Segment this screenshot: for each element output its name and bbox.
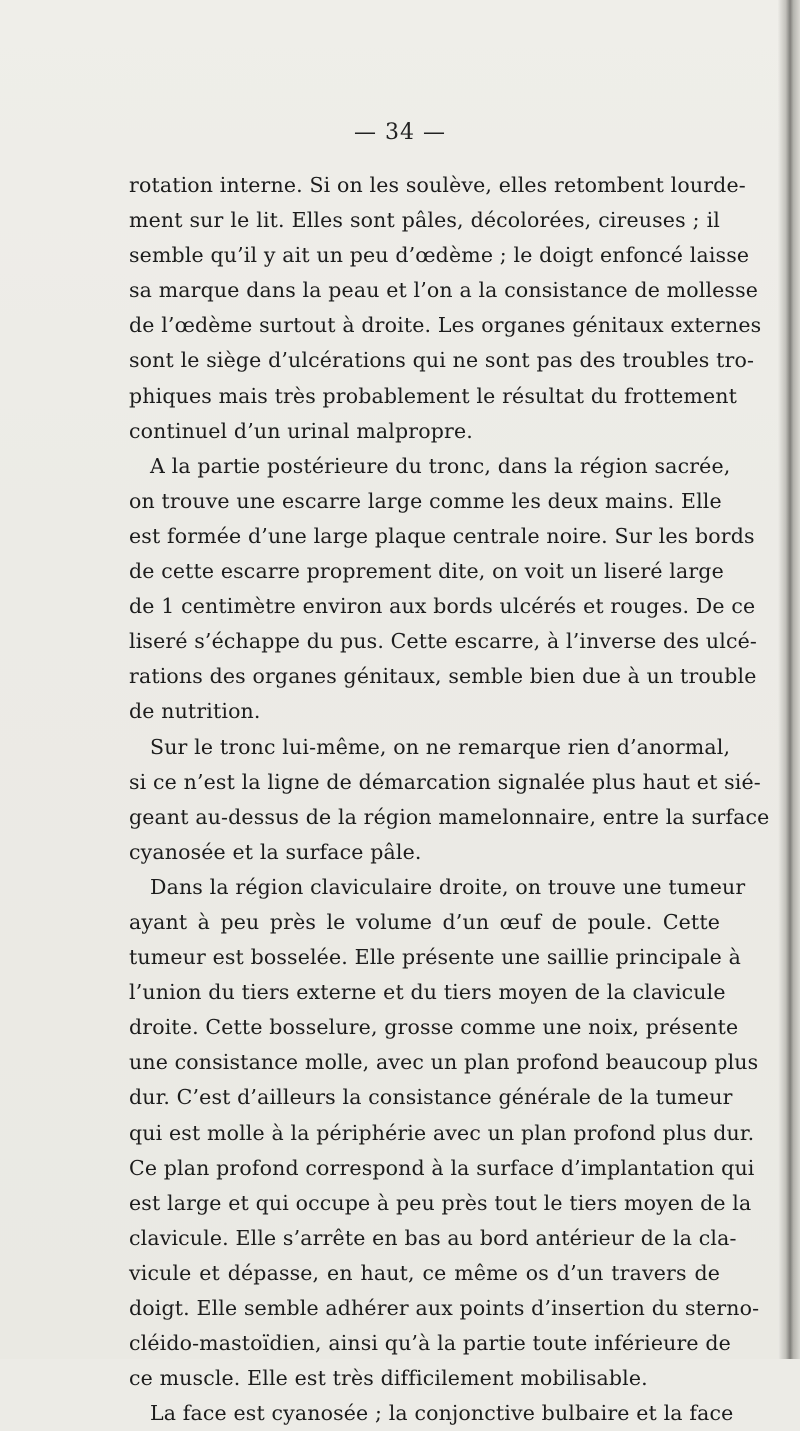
body-text	[129, 168, 770, 1431]
page-number: — 34 —	[354, 120, 446, 145]
paragraph-start-line: Sur le tronc lui-même, on ne remarque rien d’anormal,	[150, 734, 731, 759]
text-line: de 1 centimètre environ aux bords ulcérés et rouges. De ce	[129, 594, 756, 619]
text-line: tumeur est bosselée. Elle présente une saillie principale à	[129, 945, 741, 970]
text-line: on trouve une escarre large comme les deux mains. Elle	[129, 488, 722, 513]
text-line: qui est molle à la périphérie avec un plan profond plus dur.	[129, 1120, 755, 1145]
text-line: une consistance molle, avec un plan profond beaucoup plus	[129, 1050, 759, 1075]
text-line: cyanosée et la surface pâle.	[129, 839, 422, 864]
text-line: phiques mais très probablement le résultat du frottement	[129, 383, 738, 408]
text-line: est formée d’une large plaque centrale noire. Sur les bords	[129, 523, 755, 548]
paragraph-start-line: A la partie postérieure du tronc, dans la région sacrée,	[150, 453, 731, 478]
text-line: ce muscle. Elle est très difficilement mobilisable.	[129, 1366, 648, 1391]
text-line: de cette escarre proprement dite, on voit un liseré large	[129, 559, 724, 584]
text-line: dur. C’est d’ailleurs la consistance générale de la tumeur	[129, 1085, 733, 1110]
text-line: vicule et dépasse, en haut, ce même os d’un travers de	[129, 1260, 720, 1285]
text-line: geant au-dessus de la région mamelonnaire, entre la surface	[129, 804, 770, 829]
text-line: l’union du tiers externe et du tiers moyen de la clavicule	[129, 980, 726, 1005]
text-line: est large et qui occupe à peu près tout le tiers moyen de la	[129, 1190, 752, 1215]
paragraph-start-line: Dans la région claviculaire droite, on trouve une tumeur	[150, 874, 746, 899]
text-line: rotation interne. Si on les soulève, elles retombent lourde-	[129, 173, 746, 197]
text-line: sont le siège d’ulcérations qui ne sont pas des troubles tro-	[129, 348, 755, 373]
text-line: rations des organes génitaux, semble bien due à un trouble	[129, 664, 757, 689]
paragraph-start-line: La face est cyanosée ; la conjonctive bulbaire et la face	[150, 1401, 734, 1426]
text-line: ayant à peu près le volume d’un œuf de poule. Cette	[129, 909, 720, 934]
text-line: liseré s’échappe du pus. Cette escarre, à l’inverse des ulcé-	[129, 629, 757, 654]
text-line: de nutrition.	[129, 699, 261, 724]
text-line: clavicule. Elle s’arrête en bas au bord antérieur de la cla-	[129, 1225, 737, 1250]
text-line: si ce n’est la ligne de démarcation signalée plus haut et sié-	[129, 769, 761, 794]
text-line: continuel d’un urinal malpropre.	[129, 418, 473, 443]
text-line: semble qu’il y ait un peu d’œdème ; le doigt enfoncé laisse	[129, 243, 750, 268]
text-line: doigt. Elle semble adhérer aux points d’insertion du sterno-	[129, 1296, 760, 1320]
text-line: droite. Cette bosselure, grosse comme une noix, présente	[129, 1015, 739, 1040]
text-line: de l’œdème surtout à droite. Les organes génitaux externes	[129, 313, 762, 338]
text-line: Ce plan profond correspond à la surface d’implantation qui	[129, 1155, 755, 1180]
text-line: sa marque dans la peau et l’on a la consistance de mollesse	[129, 278, 759, 303]
text-line: cléido-mastoïdien, ainsi qu’à la partie toute inférieure de	[129, 1331, 731, 1356]
text-line: ment sur le lit. Elles sont pâles, décolorées, cireuses ; il	[129, 208, 720, 233]
page-binding-edge	[778, 0, 800, 1359]
